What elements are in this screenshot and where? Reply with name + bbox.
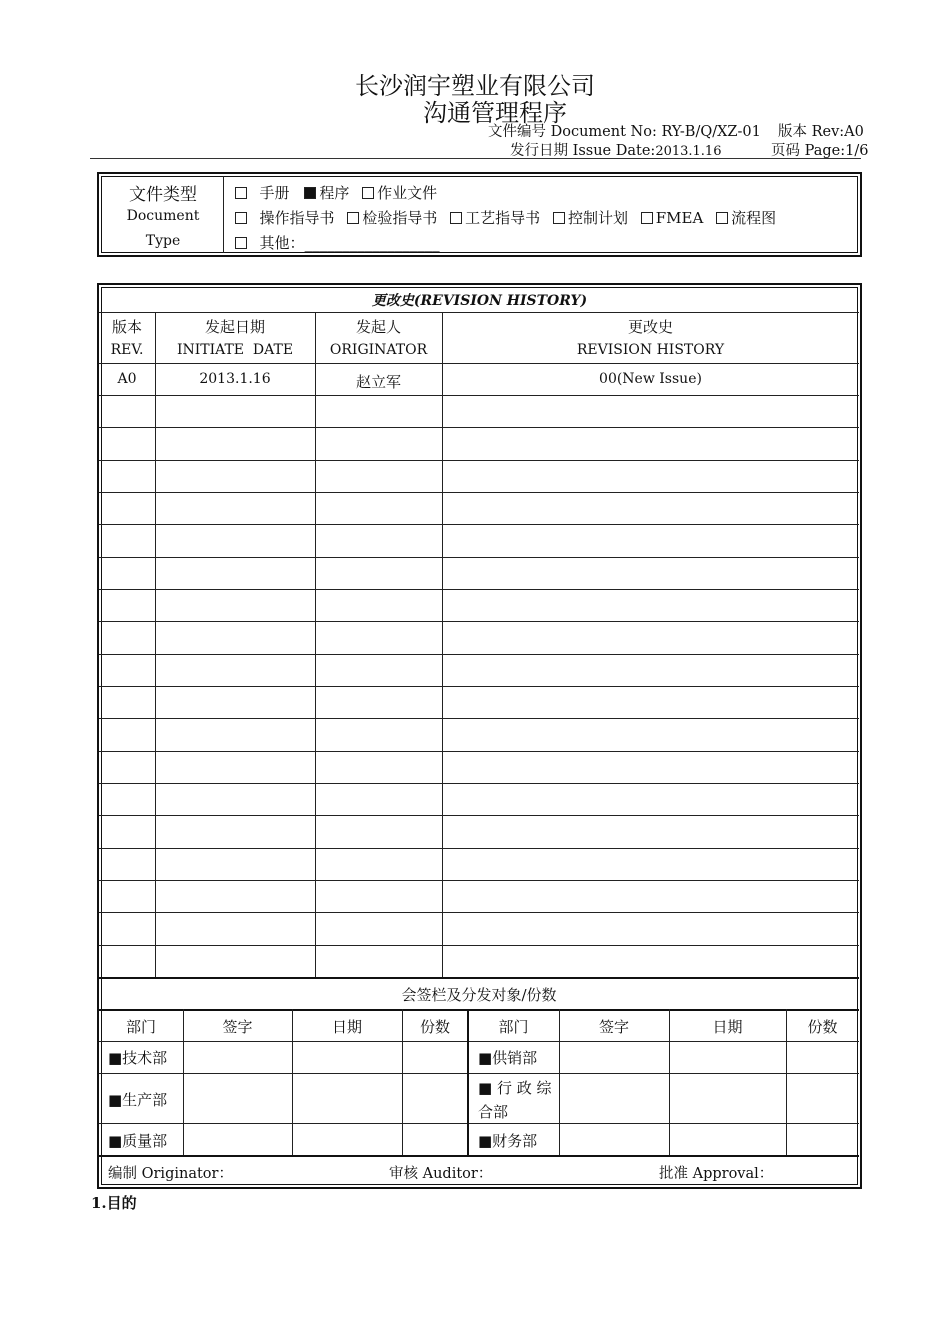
checkbox-fmea[interactable] (641, 209, 704, 227)
checkbox-icon (235, 187, 247, 199)
col-rev-cn: 版本 (111, 318, 142, 336)
table-row (99, 783, 859, 784)
doc-type-row-3 (235, 232, 440, 253)
table-row (99, 880, 859, 881)
cell-history: 00(New Issue) (599, 371, 702, 387)
col-date-en: INITIATE DATE (176, 342, 294, 358)
document-number-label: 文件编号 Document No: RY-B/Q/XZ-01 (488, 124, 761, 140)
table-row (99, 460, 859, 461)
cell-rev: A0 (117, 371, 137, 387)
document-title: 沟通管理程序 (423, 99, 567, 127)
other-blank[interactable]: __________________ (304, 234, 440, 252)
auditor-field: 审核 Auditor： (389, 1166, 493, 1182)
dept-admin-2: 合部 (478, 1103, 509, 1121)
issue-date-value: 2013.1.16 (655, 144, 722, 159)
table-row (99, 589, 859, 590)
dept-tech: ■技术部 (108, 1049, 168, 1067)
checkbox-inspection-guide[interactable] (347, 209, 437, 227)
company-name: 长沙润宇塑业有限公司 (355, 72, 595, 100)
issue-date (510, 139, 721, 160)
option-label: 流程图 (731, 209, 777, 227)
checkbox-icon (347, 212, 359, 224)
table-row (99, 654, 859, 655)
doc-type-row-1 (235, 182, 437, 203)
option-label: 控制计划 (567, 209, 628, 227)
table-row (99, 751, 859, 752)
signoff-col-dept-left: 部门 (125, 1018, 156, 1036)
table-row (99, 718, 859, 719)
option-label: FMEA (655, 209, 704, 227)
signoff-title: 会签栏及分发对象/份数 (401, 986, 557, 1004)
checked-box-icon (304, 187, 316, 199)
checkbox-icon (450, 212, 462, 224)
table-row (99, 848, 859, 849)
option-label: 检验指导书 (362, 209, 438, 227)
checkbox-operation-guide[interactable] (235, 209, 335, 227)
checkbox-icon (716, 212, 728, 224)
dept-sales: ■供销部 (478, 1049, 538, 1067)
option-label: 作业文件 (377, 184, 438, 202)
originator-field: 编制 Originator： (108, 1166, 233, 1182)
doc-type-label-en-2: Type (145, 233, 181, 249)
checkbox-icon (553, 212, 565, 224)
checkbox-control-plan[interactable] (553, 209, 628, 227)
checkbox-other[interactable] (235, 234, 305, 252)
approval-field: 批准 Approval： (659, 1166, 774, 1182)
document-type-box (97, 172, 862, 257)
checkbox-manual[interactable] (235, 184, 290, 202)
option-label: 手册 (259, 184, 290, 202)
table-row (99, 395, 859, 396)
option-label: 程序 (319, 184, 350, 202)
signoff-col-copies-right: 份数 (807, 1018, 838, 1036)
signoff-col-dept-right: 部门 (498, 1018, 529, 1036)
doc-type-label-cn: 文件类型 (129, 185, 197, 205)
table-row (99, 427, 859, 428)
col-rev-en: REV. (110, 342, 144, 358)
dept-finance: ■财务部 (478, 1132, 538, 1150)
signoff-col-copies-left: 份数 (419, 1018, 450, 1036)
col-date-cn: 发起日期 (204, 318, 265, 336)
col-originator-en: ORIGINATOR (329, 342, 428, 358)
checkbox-icon (235, 212, 247, 224)
page-number: 页码 Page:1/6 (771, 143, 869, 159)
doc-type-row-2 (235, 207, 776, 228)
document-number (488, 120, 761, 141)
checkbox-icon (235, 237, 247, 249)
revision-history-title: 更改史(REVISION HISTORY) (371, 293, 588, 309)
col-originator-cn: 发起人 (355, 318, 401, 336)
cell-date: 2013.1.16 (199, 371, 271, 387)
signoff-col-sign-right: 签字 (598, 1018, 629, 1036)
checkbox-icon (641, 212, 653, 224)
signoff-col-date-left: 日期 (331, 1018, 362, 1036)
col-history-cn: 更改史 (627, 318, 673, 336)
doc-type-label-en-1: Document (126, 208, 200, 224)
dept-quality: ■质量部 (108, 1132, 168, 1150)
table-row (99, 912, 859, 913)
header-rule (90, 158, 861, 159)
table-row (99, 524, 859, 525)
revision-label: 版本 Rev:A0 (778, 124, 864, 140)
checkbox-process-guide[interactable] (450, 209, 540, 227)
signoff-col-date-right: 日期 (712, 1018, 743, 1036)
table-row (99, 686, 859, 687)
cell-originator: 赵立军 (355, 373, 401, 391)
table-row (99, 621, 859, 622)
table-row (99, 945, 859, 946)
col-history-en: REVISION HISTORY (576, 342, 725, 358)
issue-date-label: 发行日期 Issue Date: (510, 143, 656, 159)
option-label: 工艺指导书 (465, 209, 541, 227)
option-label: 操作指导书 (259, 209, 335, 227)
signoff-col-sign-left: 签字 (222, 1018, 253, 1036)
table-row (99, 492, 859, 493)
checkbox-flowchart[interactable] (716, 209, 776, 227)
revision-table-inner (99, 285, 860, 1187)
section-heading: 1.目的 (91, 1194, 137, 1212)
checkbox-work-instruction[interactable] (362, 184, 437, 202)
dept-admin-1: ■ 行 政 综 (478, 1079, 552, 1097)
table-row (99, 557, 859, 558)
table-row (99, 815, 859, 816)
option-label: 其他： (259, 234, 305, 252)
checkbox-icon (362, 187, 374, 199)
checkbox-procedure[interactable] (304, 184, 349, 202)
dept-production: ■生产部 (108, 1091, 168, 1109)
